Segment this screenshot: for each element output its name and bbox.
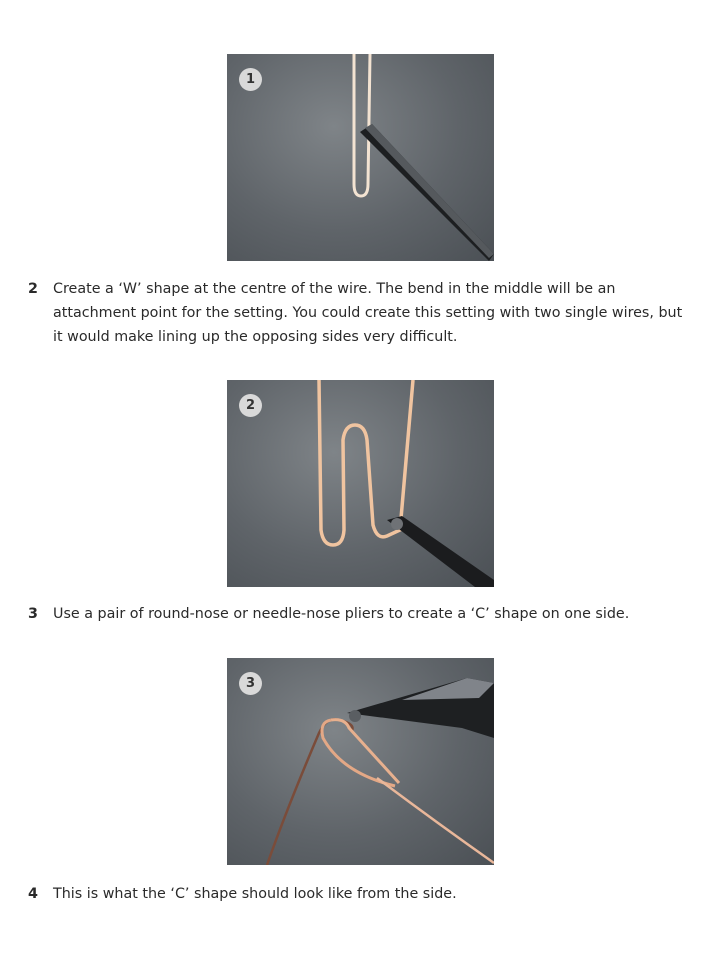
photo-number-badge: 1 [239,68,262,91]
wire-bend-illustration [227,54,494,261]
photo-number-badge: 3 [239,672,262,695]
instruction-step-3 [28,602,693,626]
step-text: Use a pair of round-nose or needle-nose pliers to create a ‘C’ shape on one side. [53,606,630,622]
instruction-step-4 [28,882,693,906]
instruction-step-2 [28,277,693,349]
step-number: 3 [28,606,38,622]
c-shape-illustration [227,658,494,865]
step-text: Create a ‘W’ shape at the centre of the wire. The bend in the middle will be an attachment point for the setting. You could create this setting with two single wires, but it would make lining up the opposing sides very difficult. [53,281,683,345]
photo-number-badge: 2 [239,394,262,417]
w-shape-illustration [227,380,494,587]
step-text: This is what the ‘C’ shape should look like from the side. [53,886,457,902]
step-number: 4 [28,886,38,902]
step-number: 2 [28,281,38,297]
step-photo-2 [227,380,494,587]
step-photo-3 [227,658,494,865]
step-photo-1 [227,54,494,261]
